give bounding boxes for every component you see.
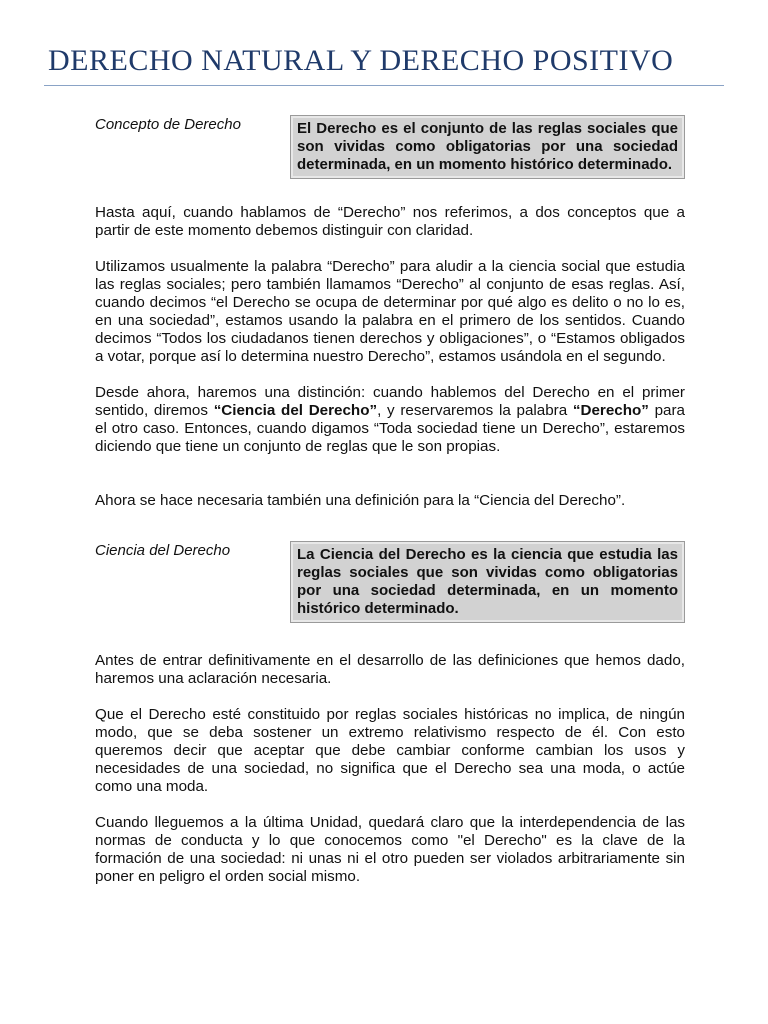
page-title: DERECHO NATURAL Y DERECHO POSITIVO [48,44,674,77]
paragraph-7: Cuando lleguemos a la última Unidad, quedará claro que la interdependencia de las normas de conducta y lo que conocemos como "el Derecho" es la clave de la formación de una sociedad: ni unas ni el otro pueden ser violados arbitrariamente sin poner en peligro el orden social mismo. [95,814,685,885]
concepto-definition-box: El Derecho es el conjunto de las reglas sociales que son vividas como obligatorias por una sociedad determinada, en un momento histórico determinado. [290,115,685,179]
derecho-term: “Derecho” [572,402,649,419]
paragraph-4: Ahora se hace necesaria también una definición para la “Ciencia del Derecho”. [95,492,626,509]
ciencia-label: Ciencia del Derecho [95,542,231,559]
paragraph-5: Antes de entrar definitivamente en el desarrollo de las definiciones que hemos dado, haremos una aclaración necesaria. [95,652,685,687]
title-divider [44,85,724,86]
concepto-section [95,115,685,179]
paragraph-3 [95,384,685,456]
paragraph-6: Que el Derecho esté constituido por reglas sociales históricas no implica, de ningún modo, que se deba sostener un extremo relativismo respecto de él. Con esto queremos decir que aceptar que debe cambiar conforme cambian los usos y necesidades de una sociedad, no significa que el Derecho sea una moda, o actúe como una moda. [95,706,685,795]
concepto-label: Concepto de Derecho [95,116,241,133]
paragraph-2: Utilizamos usualmente la palabra “Derecho” para aludir a la ciencia social que estudia las reglas sociales; pero también llamamos “Derecho” al conjunto de esas reglas. Así, cuando decimos “el Derecho se ocupa de determinar por qué algo es delito o no lo es, en una sociedad”, estamos usando la palabra en el primero de los sentidos. Cuando decimos “Todos los ciudadanos tienen derechos y obligaciones”, o “Estamos obligados a votar, porque así lo determina nuestro Derecho”, estamos usándola en el segundo. [95,258,685,365]
ciencia-definition-box: La Ciencia del Derecho es la ciencia que estudia las reglas sociales que son vividas como obligatorias por una sociedad determinada, en un momento histórico determinado. [290,541,685,623]
paragraph-3-part-e: para el otro caso. Entonces, cuando digamos “Toda sociedad tiene un Derecho”, estaremos diciendo que tiene un conjunto de reglas que le son propias. [95,402,686,455]
paragraph-3-part-c: , y reservaremos la palabra [377,402,573,419]
paragraph-1: Hasta aquí, cuando hablamos de “Derecho” nos referimos, a dos conceptos que a partir de este momento debemos distinguir con claridad. [95,204,685,239]
paragraph-3-part-a: Desde ahora, haremos una distinción: cuando hablemos del Derecho en el primer sentido, diremos [95,384,685,419]
ciencia-section [95,541,685,623]
document-body [95,115,685,886]
ciencia-del-derecho-term: “Ciencia del Derecho” [213,402,378,419]
